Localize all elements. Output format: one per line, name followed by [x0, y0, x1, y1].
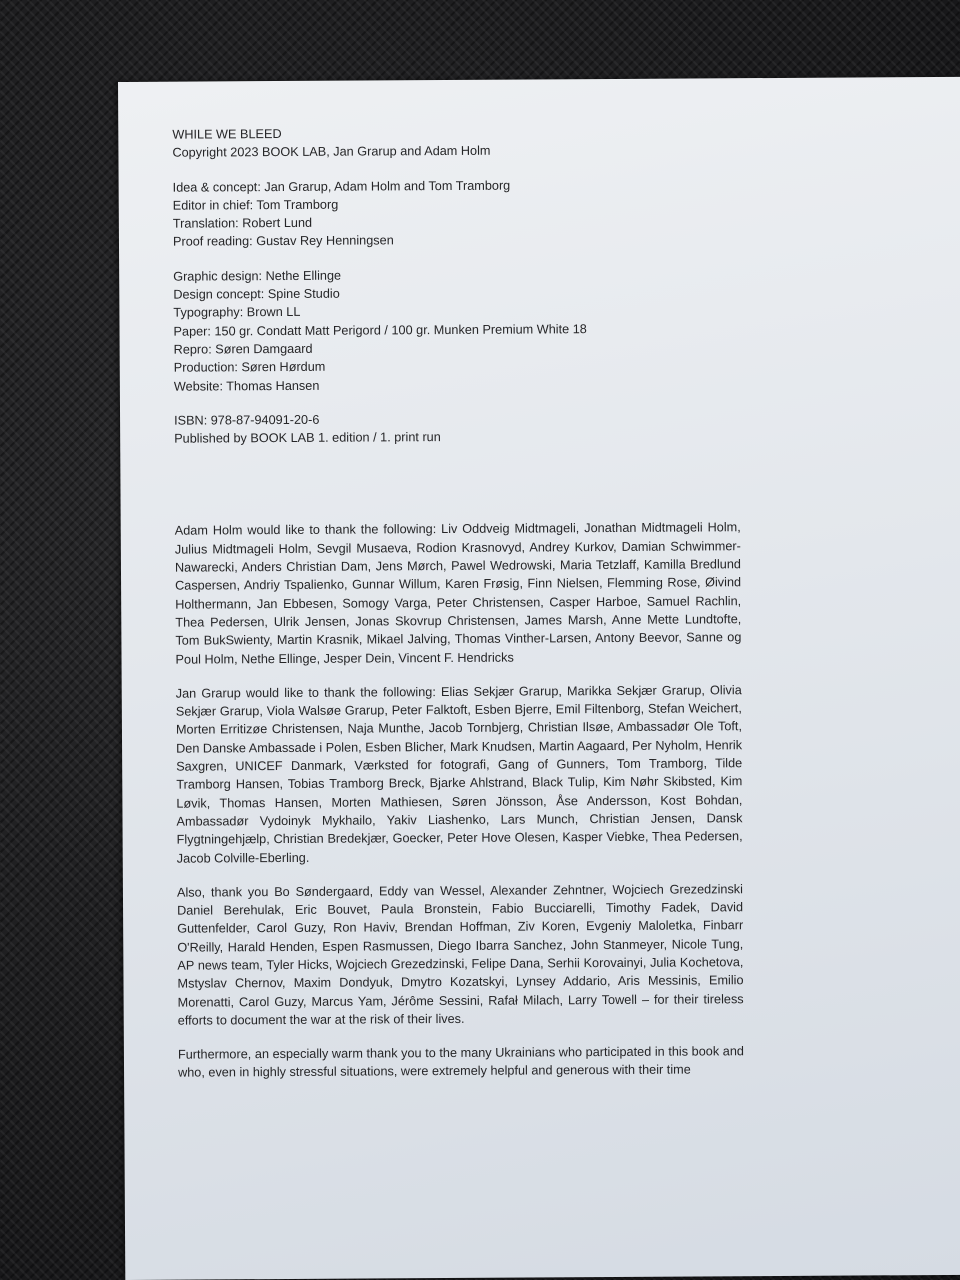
credit-line: Idea & concept: Jan Grarup, Adam Holm and Tom Tramborg: [172, 178, 511, 195]
design-credit-line: Design concept: Spine Studio: [173, 286, 340, 302]
acknowledgement-paragraph: Adam Holm would like to thank the following: Liv Oddveig Midtmageli, Jonathan Midtmageli Holm, Julius Midtmageli Holm, Sevgil Musaeva, Rodion Krasnovyd, Andrey Kurkov, Damian Schwimmer-Nawarecki, Anders Christian Dam, Jens Mørch, Pawel Wedrowski, Maria Tetzlaff, Kamilla Bredlund Caspersen, Andriy Tspalienko, Gunnar Willum, Karen Frøsig, Finn Nielsen, Flemming Rose, Øivind Holthermann, Jan Ebbesen, Somogy Varga, Peter Christensen, Casper Harboe, Samuel Rachlin, Thea Pedersen, Ulrik Jensen, Jonas Skovrup Christensen, James Marsh, Anne Mette Lundtofte, Tom BukSwienty, Martin Krasnik, Mikael Jalving, Thomas Vinther-Larsen, Antony Beevor, Sanne og Poul Holm, Nethe Ellinge, Jesper Dein, Vincent F. Hendricks: [174, 520, 742, 667]
acknowledgement-paragraph: Furthermore, an especially warm thank you to the many Ukrainians who participated in this book and who, even in highly stressful situations, were extremely helpful and generous with their time: [177, 1044, 744, 1081]
design-credit-line: Production: Søren Hørdum: [173, 360, 326, 375]
page-content: [172, 122, 744, 1098]
design-credit-line: Typography: Brown LL: [173, 305, 301, 321]
acknowledgement-paragraph: Jan Grarup would like to thank the following: Elias Sekjær Grarup, Marikka Sekjær Grarup, Olivia Sekjær Grarup, Viola Walsøe Grarup, Peter Falktoft, Esben Bjerre, Emil Filtenborg, Stefan Weichert, Morten Erritizøe Christensen, Naja Munthe, Jacob Tornbjerg, Christian Ilsøe, Ambassadør Ole Toft, Den Danske Ambassade i Polen, Esben Blicher, Mark Knudsen, Martin Aagaard, Per Nyholm, Henrik Saxgren, UNICEF Danmark, Værksted for fotografi, Gang of Gunners, Tom Tramborg, Tilde Tramborg Hansen, Tobias Tramborg Breck, Bjarke Ahlstrand, Black Tulip, Kim Nøhr Skibsted, Kim Løvik, Thomas Hansen, Morten Mathiesen, Søren Jönsson, Åse Andersson, Kost Bohdan, Ambassadør Vydoinyk Mykhailo, Yakiv Liashenko, Lars Munch, Christian Jensen, Dansk Flygtningehjælp, Christian Bredekjær, Goecker, Peter Hove Olesen, Kasper Viebke, Thea Pedersen, Jacob Colville-Eberling.: [175, 683, 743, 866]
credit-line: Editor in chief: Tom Tramborg: [172, 197, 339, 213]
section-gap: [174, 461, 740, 522]
edition-line: Published by BOOK LAB 1. edition / 1. print run: [174, 430, 441, 446]
design-credit-line: Graphic design: Nethe Ellinge: [173, 268, 342, 284]
credits-block: [173, 175, 739, 252]
design-credit-line: Repro: Søren Damgaard: [173, 341, 313, 357]
title-block: [172, 122, 738, 162]
design-credits-block: [173, 264, 740, 396]
design-credit-line: Paper: 150 gr. Condatt Matt Perigord / 100 gr. Munken Premium White 18: [173, 321, 587, 339]
book-title: WHILE WE BLEED: [172, 127, 282, 142]
copyright-line: Copyright 2023 BOOK LAB, Jan Grarup and Adam Holm: [172, 144, 491, 160]
credit-line: Translation: Robert Lund: [172, 216, 313, 231]
isbn-line: ISBN: 978-87-94091-20-6: [174, 412, 320, 428]
design-credit-line: Website: Thomas Hansen: [173, 378, 320, 394]
book-page: [118, 77, 960, 1280]
credit-line: Proof reading: Gustav Rey Henningsen: [172, 233, 394, 250]
publication-block: [174, 408, 740, 448]
acknowledgement-paragraph: Also, thank you Bo Søndergaard, Eddy van Wessel, Alexander Zehntner, Wojciech Grezedzinski Daniel Berehulak, Eric Bouvet, Paula Bronstein, Fabio Bucciarelli, Timothy Fadek, David Guttenfelder, Carol Guzy, Ron Haviv, Brendan Hoffman, Ziv Koren, Evgeniy Maloletka, Finbarr O'Reilly, Harald Henden, Espen Rasmussen, Diego Ibarra Sanchez, John Stanmeyer, Nicole Tung, AP news team, Tyler Hicks, Wojciech Grezedzinski, Felipe Dana, Serhii Korovainyi, Julia Kochetova, Mstyslav Chernov, Maxim Dondyuk, Dmytro Kozatskyi, Lynsey Addario, Aris Messinis, Emilio Morenatti, Carol Guzy, Marcus Yam, Jérôme Sessini, Rafał Milach, Larry Towell – for their tireless efforts to document the war at the risk of their lives.: [176, 881, 744, 1028]
